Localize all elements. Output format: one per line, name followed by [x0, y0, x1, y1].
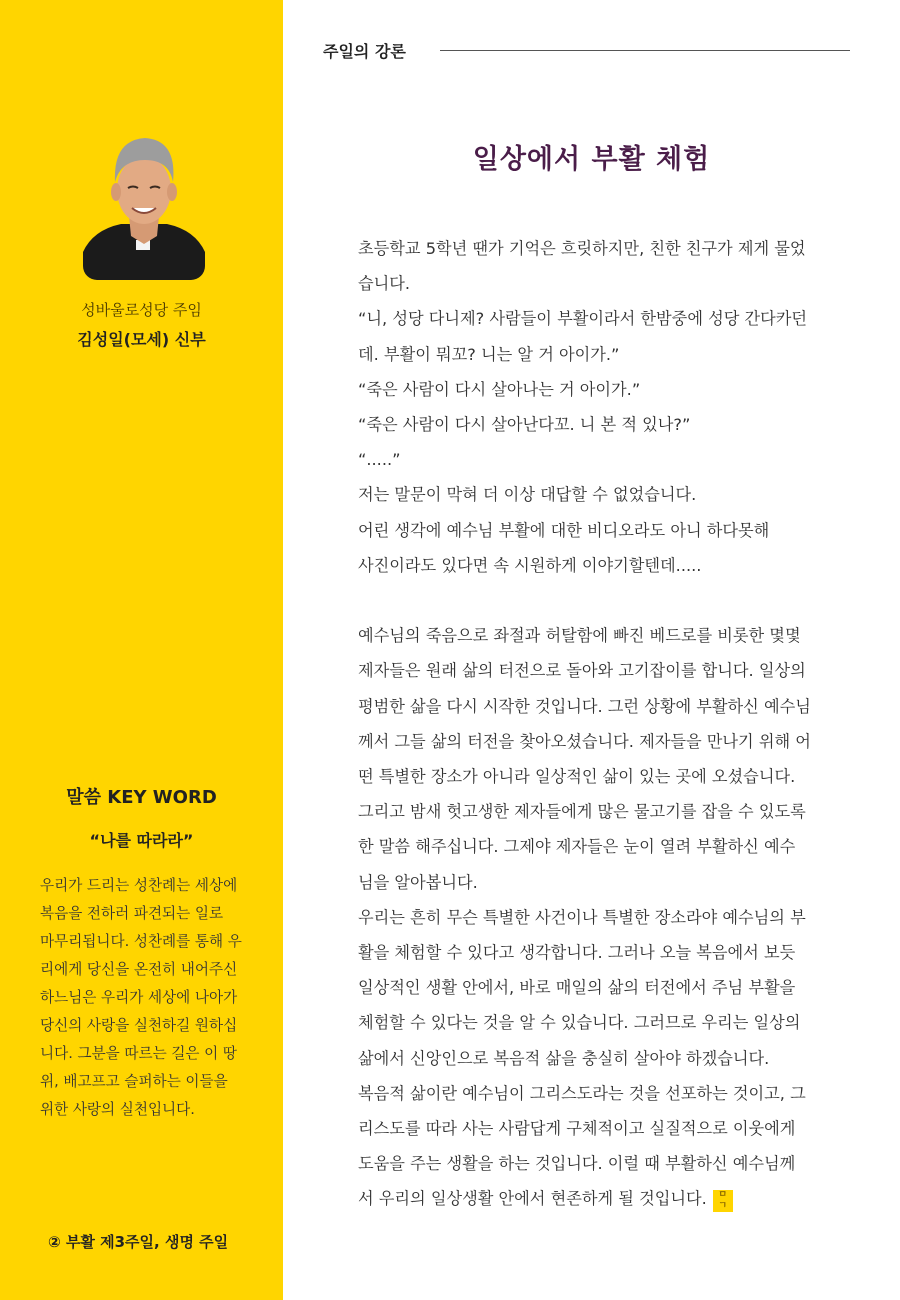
body-line: 한 말씀 해주십니다. 그제야 제자들은 눈이 열려 부활하신 예수 [358, 837, 796, 857]
body-line: “죽은 사람이 다시 살아난다꼬. 니 본 적 있나?” [358, 415, 691, 435]
body-line: 습니다. [358, 274, 411, 294]
body-line: 님을 알아봅니다. [358, 872, 478, 892]
body-line: 평범한 삶을 다시 시작한 것입니다. 그런 상황에 부활하신 예수님 [358, 696, 811, 716]
keyword-text [40, 872, 252, 1124]
body-line: 도움을 주는 생활을 하는 것입니다. 이럴 때 부활하신 예수님께 [358, 1154, 796, 1174]
body-line: 서 우리의 일상생활 안에서 현존하게 될 것입니다. [358, 1189, 707, 1209]
body-line: 제자들은 원래 삶의 터전으로 돌아와 고기잡이를 합니다. 일상의 [358, 661, 806, 681]
body-line: 예수님의 죽음으로 좌절과 허탈함에 빠진 베드로를 비롯한 몇몇 [358, 626, 801, 646]
body-line: 어린 생각에 예수님 부활에 대한 비디오라도 아니 하다못해 [358, 520, 770, 540]
section-label: 주일의 강론 [323, 42, 406, 61]
body-line: “니, 성당 다니제? 사람들이 부활이라서 한밤중에 성당 간다카던 [358, 309, 808, 329]
body-line: 복음적 삶이란 예수님이 그리스도라는 것을 선포하는 것이고, 그 [358, 1083, 806, 1103]
sidebar [0, 0, 283, 1300]
keyword-line: 마무리됩니다. 성찬례를 통해 우 [40, 933, 242, 950]
paragraph-gap [358, 583, 833, 618]
body-line: 활을 체험할 수 있다고 생각합니다. 그러나 오늘 복음에서 보듯 [358, 943, 796, 963]
body-line: 데. 부활이 뭐꼬? 니는 알 거 아이가.” [358, 344, 620, 364]
keyword-heading: 말씀 KEY WORD [66, 787, 217, 808]
header-divider [440, 50, 850, 51]
body-line: “죽은 사람이 다시 살아나는 거 아이가.” [358, 379, 641, 399]
body-line: 우리는 흔히 무슨 특별한 사건이나 특별한 장소라야 예수님의 부 [358, 907, 806, 927]
body-line: 초등학교 5학년 땐가 기억은 흐릿하지만, 친한 친구가 제게 물었 [358, 239, 806, 258]
keyword-line: 하느님은 우리가 세상에 나아가 [40, 989, 238, 1006]
keyword-line: 복음을 전하러 파견되는 일로 [40, 905, 224, 922]
keyword-phrase: “나를 따라라” [89, 831, 194, 850]
body-line: 떤 특별한 장소가 아니라 일상적인 삶이 있는 곳에 오셨습니다. [358, 767, 796, 787]
body-line: 께서 그들 삶의 터전을 찾아오셨습니다. 제자들을 만나기 위해 어 [358, 731, 811, 751]
keyword-line: 위, 배고프고 슬퍼하는 이들을 [40, 1073, 228, 1090]
article-body [358, 231, 833, 1217]
end-mark-icon: ㅁ ㄱ [713, 1190, 733, 1212]
page-footer-note: ② 부활 제3주일, 생명 주일 [48, 1233, 229, 1251]
author-name: 김성일(모세) 신부 [77, 330, 206, 349]
author-photo [83, 130, 205, 280]
keyword-line: 리에게 당신을 온전히 내어주신 [40, 961, 238, 978]
keyword-line: 당신의 사랑을 실천하길 원하십 [40, 1017, 238, 1034]
body-line: 사진이라도 있다면 속 시원하게 이야기할텐데..... [358, 555, 702, 575]
keyword-line: 위한 사랑의 실천입니다. [40, 1101, 195, 1118]
body-line: 그리고 밤새 헛고생한 제자들에게 많은 물고기를 잡을 수 있도록 [358, 802, 806, 822]
body-last-line [358, 1181, 833, 1216]
body-line: “.....” [358, 450, 401, 470]
body-line: 체험할 수 있다는 것을 알 수 있습니다. 그러므로 우리는 일상의 [358, 1013, 801, 1033]
article-title: 일상에서 부활 체험 [472, 144, 711, 175]
body-line: 저는 말문이 막혀 더 이상 대답할 수 없었습니다. [358, 485, 697, 505]
author-role: 성바울로성당 주임 [81, 301, 202, 319]
body-line: 일상적인 생활 안에서, 바로 매일의 삶의 터전에서 주님 부활을 [358, 978, 796, 998]
body-line: 삶에서 신앙인으로 복음적 삶을 충실히 살아야 하겠습니다. [358, 1048, 770, 1068]
body-line: 리스도를 따라 사는 사람답게 구체적이고 실질적으로 이웃에게 [358, 1119, 796, 1139]
keyword-line: 우리가 드리는 성찬례는 세상에 [40, 877, 238, 894]
keyword-line: 니다. 그분을 따르는 길은 이 땅 [40, 1045, 238, 1062]
